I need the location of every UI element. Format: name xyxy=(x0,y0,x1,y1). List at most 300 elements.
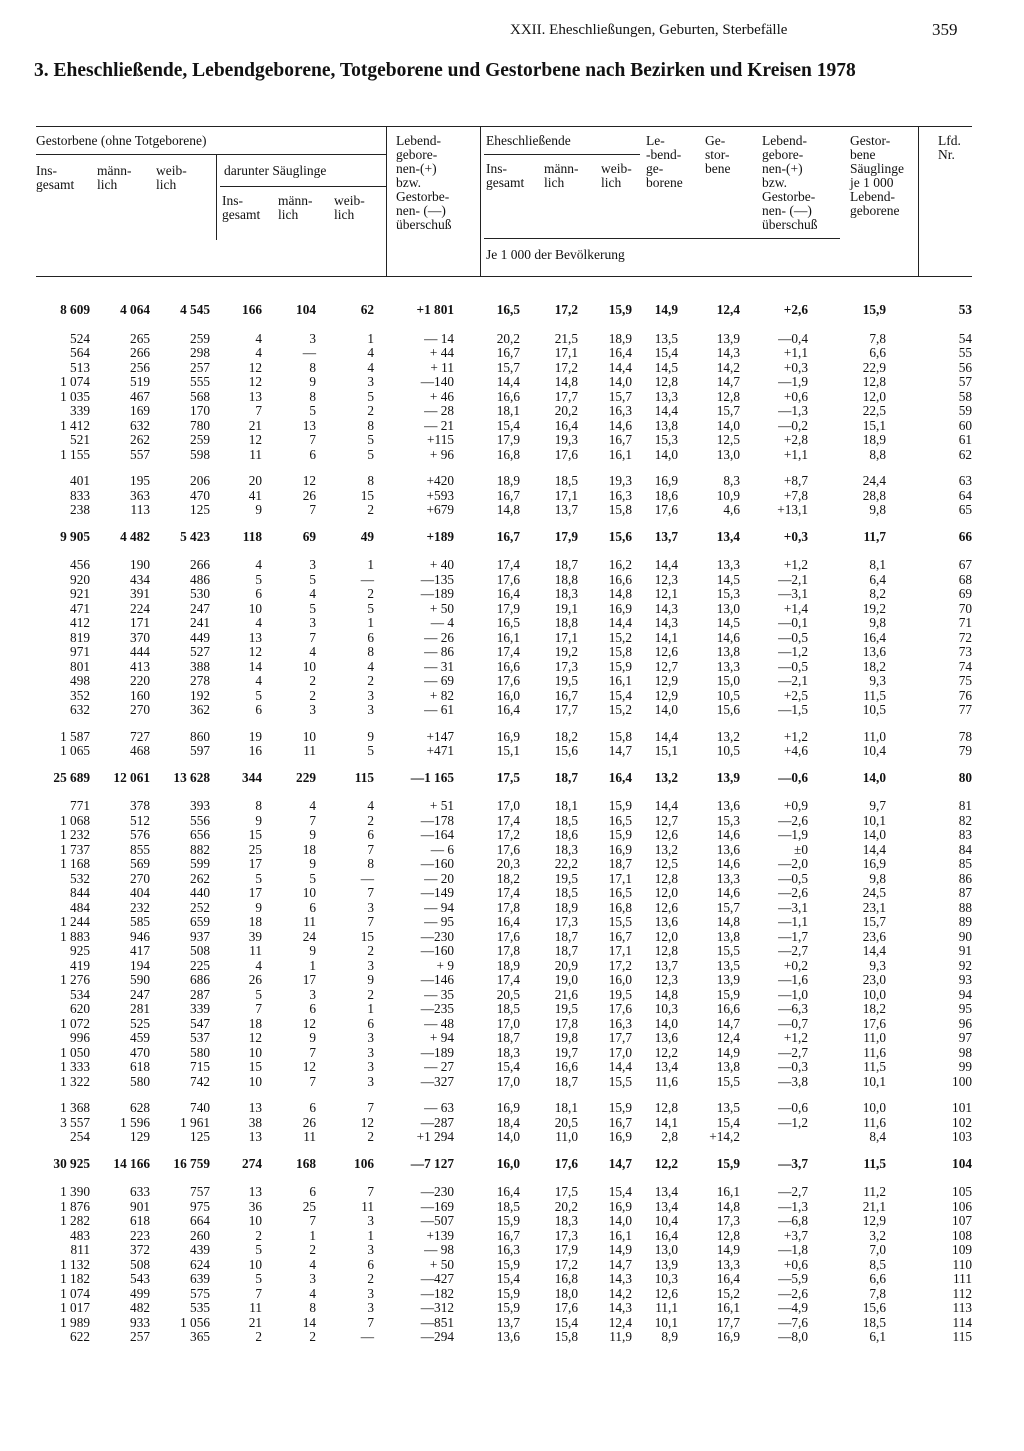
cell-gestorbene-rate: 16,4 xyxy=(716,1271,740,1286)
cell-lebendgeborene-rate: 13,7 xyxy=(654,957,678,973)
cell-insgesamt: 412 xyxy=(70,615,90,630)
cell-weiblich: 192 xyxy=(190,687,210,703)
cell-saeuglinge-rate: 9,8 xyxy=(869,615,886,630)
cell-ehe-maennlich: 21,5 xyxy=(554,330,578,346)
cell-ueberschuss: + 82 xyxy=(429,687,454,703)
cell-ueberschuss: —182 xyxy=(420,1285,454,1301)
cell-saeuglinge-rate: 23,0 xyxy=(862,972,886,987)
cell-saeuglinge-weiblich: 2 xyxy=(367,812,374,828)
cell-ueberschuss-rate: +1,2 xyxy=(783,728,808,744)
cell-ehe-insgesamt: 16,3 xyxy=(496,1242,520,1257)
cell-ehe-insgesamt: 15,9 xyxy=(496,1256,520,1272)
cell-weiblich: 257 xyxy=(190,359,210,375)
cell-saeuglinge-insgesamt: 13 xyxy=(248,629,262,645)
cell-saeuglinge-weiblich: 5 xyxy=(367,388,374,404)
cell-lebendgeborene-rate: 13,0 xyxy=(654,1242,678,1257)
cell-lfd-nr: 96 xyxy=(958,1015,972,1031)
cell-lebendgeborene-rate: 12,6 xyxy=(654,827,678,842)
cell-saeuglinge-insgesamt: 9 xyxy=(255,899,262,915)
cell-maennlich: 543 xyxy=(130,1271,150,1286)
cell-weiblich: 975 xyxy=(190,1198,210,1214)
cell-gestorbene-rate: 13,8 xyxy=(716,928,740,944)
cell-ehe-insgesamt: 20,2 xyxy=(496,330,520,346)
cell-ehe-weiblich: 16,4 xyxy=(608,345,632,360)
cell-saeuglinge-weiblich: 5 xyxy=(367,600,374,616)
cell-ueberschuss: —189 xyxy=(420,1044,454,1060)
cell-saeuglinge-insgesamt: 7 xyxy=(255,1285,262,1301)
cell-ueberschuss: — 95 xyxy=(424,914,454,929)
cell-ehe-weiblich: 18,9 xyxy=(608,330,632,346)
cell-weiblich: 393 xyxy=(190,798,210,813)
cell-weiblich: 664 xyxy=(190,1213,210,1228)
cell-weiblich: 225 xyxy=(190,957,210,973)
cell-saeuglinge-insgesamt: 12 xyxy=(248,432,262,447)
cell-ehe-insgesamt: 17,9 xyxy=(496,432,520,447)
cell-maennlich: 933 xyxy=(130,1314,150,1330)
cell-ehe-weiblich: 16,7 xyxy=(608,432,632,447)
cell-ehe-weiblich: 14,7 xyxy=(608,743,632,758)
cell-ehe-weiblich: 16,8 xyxy=(608,899,632,915)
cell-saeuglinge-maennlich: 18 xyxy=(302,841,316,857)
cell-saeuglinge-rate: 12,0 xyxy=(862,388,886,404)
cell-ehe-insgesamt: 17,6 xyxy=(496,673,520,688)
header-darunter-saeuglinge: darunter Säuglinge xyxy=(224,163,327,178)
header-lebendgeborene: Le- -bend- ge- borene xyxy=(646,133,683,190)
cell-ehe-weiblich: 14,6 xyxy=(608,417,632,433)
header-e-maennlich: männ- lich xyxy=(544,161,579,190)
cell-weiblich: 206 xyxy=(190,473,210,488)
cell-saeuglinge-maennlich: 24 xyxy=(302,928,316,944)
cell-ehe-insgesamt: 16,0 xyxy=(496,1155,520,1171)
cell-saeuglinge-rate: 10,1 xyxy=(862,812,886,828)
cell-ehe-maennlich: 13,7 xyxy=(554,502,578,517)
cell-saeuglinge-insgesamt: 20 xyxy=(248,473,262,488)
cell-ehe-maennlich: 15,4 xyxy=(554,1314,578,1330)
cell-ehe-insgesamt: 16,4 xyxy=(496,586,520,601)
cell-saeuglinge-weiblich: 1 xyxy=(367,1227,374,1243)
cell-saeuglinge-weiblich: 8 xyxy=(367,644,374,659)
cell-insgesamt: 401 xyxy=(70,473,90,488)
cell-saeuglinge-weiblich: 3 xyxy=(367,687,374,703)
cell-maennlich: 270 xyxy=(130,870,150,886)
cell-weiblich: 486 xyxy=(190,571,210,587)
cell-ueberschuss-rate: —0,5 xyxy=(778,870,808,886)
cell-gestorbene-rate: 15,3 xyxy=(716,586,740,601)
cell-lebendgeborene-rate: 15,3 xyxy=(654,432,678,447)
cell-insgesamt: 1 587 xyxy=(60,728,90,744)
cell-insgesamt: 1 989 xyxy=(60,1314,90,1330)
cell-saeuglinge-maennlich: 104 xyxy=(296,302,316,317)
cell-gestorbene-rate: 14,8 xyxy=(716,1198,740,1214)
cell-ehe-maennlich: 17,9 xyxy=(554,1242,578,1257)
cell-ehe-weiblich: 16,7 xyxy=(608,928,632,944)
cell-maennlich: 467 xyxy=(130,388,150,404)
cell-saeuglinge-rate: 23,1 xyxy=(862,899,886,915)
cell-maennlich: 628 xyxy=(130,1100,150,1115)
cell-saeuglinge-insgesamt: 39 xyxy=(248,928,262,944)
cell-ehe-maennlich: 18,7 xyxy=(554,557,578,572)
cell-lfd-nr: 92 xyxy=(958,957,972,973)
cell-ueberschuss-rate: +0,9 xyxy=(783,798,808,813)
cell-saeuglinge-insgesamt: 5 xyxy=(255,1271,262,1286)
cell-ueberschuss: + 50 xyxy=(429,1256,454,1272)
cell-lebendgeborene-rate: 13,4 xyxy=(654,1059,678,1074)
cell-saeuglinge-insgesamt: 9 xyxy=(255,502,262,517)
cell-saeuglinge-rate: 6,1 xyxy=(869,1329,886,1344)
cell-ueberschuss: — 69 xyxy=(424,673,454,688)
cell-saeuglinge-maennlich: 7 xyxy=(309,812,316,828)
cell-ueberschuss: +115 xyxy=(427,432,454,447)
cell-saeuglinge-insgesamt: 4 xyxy=(255,330,262,346)
cell-saeuglinge-rate: 8,1 xyxy=(869,557,886,572)
cell-gestorbene-rate: 10,9 xyxy=(716,487,740,503)
cell-saeuglinge-maennlich: 26 xyxy=(302,487,316,503)
cell-ehe-weiblich: 19,5 xyxy=(608,986,632,1002)
cell-maennlich: 618 xyxy=(130,1059,150,1074)
cell-saeuglinge-rate: 14,0 xyxy=(862,769,886,785)
cell-maennlich: 171 xyxy=(130,615,150,630)
cell-lebendgeborene-rate: 13,5 xyxy=(654,330,678,346)
cell-ehe-weiblich: 16,6 xyxy=(608,571,632,587)
cell-ehe-maennlich: 18,3 xyxy=(554,1213,578,1228)
cell-saeuglinge-weiblich: 2 xyxy=(367,943,374,958)
cell-saeuglinge-rate: 11,2 xyxy=(863,1184,886,1199)
cell-saeuglinge-weiblich: 2 xyxy=(367,1271,374,1286)
cell-ehe-insgesamt: 16,1 xyxy=(496,629,520,645)
cell-saeuglinge-weiblich: 62 xyxy=(360,302,374,317)
cell-ueberschuss-rate: +8,7 xyxy=(783,473,808,488)
cell-saeuglinge-maennlich: 7 xyxy=(309,1213,316,1228)
cell-ueberschuss: +593 xyxy=(426,487,454,503)
header-eheschliessende: Eheschließende xyxy=(486,133,571,148)
cell-ehe-insgesamt: 16,4 xyxy=(496,914,520,929)
cell-saeuglinge-weiblich: 6 xyxy=(367,827,374,842)
cell-lfd-nr: 103 xyxy=(952,1129,972,1144)
header-e-weiblich: weib- lich xyxy=(601,161,632,190)
cell-lfd-nr: 62 xyxy=(958,446,972,462)
cell-saeuglinge-maennlich: 9 xyxy=(309,856,316,871)
cell-saeuglinge-rate: 12,8 xyxy=(862,374,886,389)
cell-ueberschuss-rate: —6,3 xyxy=(778,1001,808,1016)
cell-saeuglinge-maennlich: 4 xyxy=(309,798,316,813)
cell-saeuglinge-weiblich: 2 xyxy=(367,586,374,601)
cell-gestorbene-rate: 14,8 xyxy=(716,914,740,929)
lfd-column-divider xyxy=(918,126,919,276)
cell-lebendgeborene-rate: 18,6 xyxy=(654,487,678,503)
cell-ehe-maennlich: 19,2 xyxy=(554,644,578,659)
cell-ehe-weiblich: 15,4 xyxy=(608,1184,632,1199)
header-s-weiblich: weib- lich xyxy=(334,193,365,222)
cell-saeuglinge-maennlich: 8 xyxy=(309,388,316,404)
cell-maennlich: 262 xyxy=(130,432,150,447)
cell-ueberschuss-rate: —3,1 xyxy=(778,899,808,915)
cell-insgesamt: 1 737 xyxy=(60,841,90,857)
cell-lebendgeborene-rate: 12,3 xyxy=(654,571,678,587)
cell-ueberschuss: — 4 xyxy=(430,615,454,630)
cell-weiblich: 362 xyxy=(190,702,210,717)
cell-maennlich: 113 xyxy=(130,502,150,517)
cell-saeuglinge-maennlich: 11 xyxy=(303,743,316,758)
cell-weiblich: 125 xyxy=(190,502,210,517)
cell-insgesamt: 920 xyxy=(70,571,90,587)
cell-lebendgeborene-rate: 11,6 xyxy=(655,1073,678,1089)
cell-saeuglinge-weiblich: 15 xyxy=(360,487,374,503)
cell-gestorbene-rate: 16,1 xyxy=(716,1184,740,1199)
cell-ehe-maennlich: 20,9 xyxy=(554,957,578,973)
cell-saeuglinge-rate: 7,8 xyxy=(869,1285,886,1301)
cell-ehe-maennlich: 18,7 xyxy=(554,928,578,944)
cell-weiblich: 259 xyxy=(190,330,210,346)
cell-weiblich: 568 xyxy=(190,388,210,404)
cell-maennlich: 482 xyxy=(130,1300,150,1315)
cell-ueberschuss: — 61 xyxy=(424,702,454,717)
cell-insgesamt: 771 xyxy=(70,798,90,813)
cell-gestorbene-rate: 14,6 xyxy=(716,885,740,900)
cell-lebendgeborene-rate: 14,0 xyxy=(654,446,678,462)
cell-saeuglinge-weiblich: 11 xyxy=(361,1198,374,1214)
cell-saeuglinge-maennlich: 4 xyxy=(309,586,316,601)
cell-lfd-nr: 95 xyxy=(958,1001,972,1016)
cell-saeuglinge-insgesamt: 18 xyxy=(248,1015,262,1031)
cell-ehe-insgesamt: 17,6 xyxy=(496,571,520,587)
cell-ehe-insgesamt: 14,8 xyxy=(496,502,520,517)
cell-gestorbene-rate: 13,3 xyxy=(716,557,740,572)
cell-insgesamt: 483 xyxy=(70,1227,90,1243)
cell-ueberschuss: —7 127 xyxy=(410,1155,454,1171)
cell-maennlich: 190 xyxy=(130,557,150,572)
cell-maennlich: 459 xyxy=(130,1030,150,1045)
cell-ueberschuss-rate: +4,6 xyxy=(783,743,808,758)
cell-ehe-insgesamt: 16,8 xyxy=(496,446,520,462)
cell-ueberschuss-rate: —1,9 xyxy=(778,827,808,842)
cell-gestorbene-rate: 12,5 xyxy=(716,432,740,447)
cell-maennlich: 1 596 xyxy=(120,1114,150,1130)
cell-saeuglinge-insgesamt: 2 xyxy=(255,1227,262,1243)
cell-ueberschuss-rate: +0,2 xyxy=(783,957,808,973)
cell-ueberschuss: +1 801 xyxy=(416,302,454,317)
cell-ehe-insgesamt: 16,5 xyxy=(496,615,520,630)
cell-lebendgeborene-rate: 15,1 xyxy=(654,743,678,758)
cell-ehe-maennlich: 16,8 xyxy=(554,1271,578,1286)
cell-ehe-weiblich: 14,3 xyxy=(608,1271,632,1286)
cell-saeuglinge-insgesamt: 2 xyxy=(255,1329,262,1344)
cell-saeuglinge-rate: 16,4 xyxy=(862,629,886,645)
cell-ueberschuss-rate: —2,7 xyxy=(778,943,808,958)
cell-lebendgeborene-rate: 2,8 xyxy=(661,1129,678,1144)
cell-saeuglinge-weiblich: 8 xyxy=(367,417,374,433)
cell-saeuglinge-maennlich: 12 xyxy=(302,1059,316,1074)
cell-maennlich: 4 064 xyxy=(120,302,150,317)
cell-gestorbene-rate: 15,6 xyxy=(716,702,740,717)
cell-saeuglinge-weiblich: 8 xyxy=(367,473,374,488)
cell-ueberschuss-rate: +3,7 xyxy=(783,1227,808,1243)
cell-saeuglinge-maennlich: 3 xyxy=(309,986,316,1002)
cell-lebendgeborene-rate: 10,3 xyxy=(654,1001,678,1016)
cell-ehe-weiblich: 16,0 xyxy=(608,972,632,987)
cell-ueberschuss-rate: —8,0 xyxy=(778,1329,808,1344)
cell-saeuglinge-insgesamt: 12 xyxy=(248,359,262,375)
cell-weiblich: 575 xyxy=(190,1285,210,1301)
cell-lfd-nr: 56 xyxy=(958,359,972,375)
cell-saeuglinge-insgesamt: 7 xyxy=(255,403,262,418)
cell-weiblich: 5 423 xyxy=(180,528,210,544)
cell-insgesamt: 1 035 xyxy=(60,388,90,404)
cell-saeuglinge-maennlich: 5 xyxy=(309,870,316,886)
cell-ueberschuss: +420 xyxy=(426,473,454,488)
cell-saeuglinge-weiblich: 15 xyxy=(360,928,374,944)
cell-ehe-maennlich: 19,7 xyxy=(554,1044,578,1060)
cell-ehe-weiblich: 17,1 xyxy=(608,943,632,958)
cell-saeuglinge-weiblich: — xyxy=(360,1329,374,1344)
cell-insgesamt: 1 074 xyxy=(60,1285,90,1301)
cell-ehe-weiblich: 11,9 xyxy=(609,1329,632,1344)
cell-saeuglinge-insgesamt: 4 xyxy=(255,615,262,630)
cell-saeuglinge-weiblich: — xyxy=(360,571,374,587)
cell-lebendgeborene-rate: 13,4 xyxy=(654,1184,678,1199)
cell-saeuglinge-maennlich: 6 xyxy=(309,1001,316,1016)
cell-lebendgeborene-rate: 12,5 xyxy=(654,856,678,871)
cell-ueberschuss-rate: —0,7 xyxy=(778,1015,808,1031)
cell-saeuglinge-maennlich: 5 xyxy=(309,571,316,587)
cell-ehe-maennlich: 19,5 xyxy=(554,1001,578,1016)
cell-maennlich: 590 xyxy=(130,972,150,987)
cell-weiblich: 13 628 xyxy=(173,769,210,785)
cell-ehe-weiblich: 15,9 xyxy=(608,1100,632,1115)
cell-saeuglinge-rate: 15,6 xyxy=(862,1300,886,1315)
header-je-1000: Je 1 000 der Bevölkerung xyxy=(486,247,625,262)
cell-saeuglinge-rate: 22,5 xyxy=(862,403,886,418)
cell-ehe-insgesamt: 16,7 xyxy=(496,487,520,503)
cell-ueberschuss: — 20 xyxy=(424,870,454,886)
cell-maennlich: 220 xyxy=(130,673,150,688)
cell-ueberschuss: —287 xyxy=(420,1114,454,1130)
cell-gestorbene-rate: 14,9 xyxy=(716,1242,740,1257)
cell-ueberschuss: + 40 xyxy=(429,557,454,572)
cell-gestorbene-rate: 15,2 xyxy=(716,1285,740,1301)
cell-saeuglinge-insgesamt: 274 xyxy=(242,1155,262,1171)
cell-gestorbene-rate: 13,9 xyxy=(716,769,740,785)
cell-ehe-maennlich: 20,2 xyxy=(554,403,578,418)
cell-weiblich: 656 xyxy=(190,827,210,842)
cell-ehe-insgesamt: 17,6 xyxy=(496,841,520,857)
cell-ehe-insgesamt: 18,2 xyxy=(496,870,520,886)
ueberschuss-column-divider xyxy=(386,126,387,276)
cell-saeuglinge-maennlich: 4 xyxy=(309,1285,316,1301)
cell-saeuglinge-insgesamt: 13 xyxy=(248,1129,262,1144)
cell-weiblich: 298 xyxy=(190,345,210,360)
cell-weiblich: 440 xyxy=(190,885,210,900)
cell-ehe-maennlich: 17,3 xyxy=(554,914,578,929)
cell-lfd-nr: 94 xyxy=(958,986,972,1002)
cell-maennlich: 855 xyxy=(130,841,150,857)
running-header: XXII. Eheschließungen, Geburten, Sterbefälle xyxy=(510,22,788,38)
cell-maennlich: 901 xyxy=(130,1198,150,1214)
cell-saeuglinge-weiblich: 3 xyxy=(367,899,374,915)
cell-saeuglinge-weiblich: 4 xyxy=(367,345,374,360)
cell-saeuglinge-insgesamt: 8 xyxy=(255,798,262,813)
cell-gestorbene-rate: 14,9 xyxy=(716,1044,740,1060)
cell-insgesamt: 819 xyxy=(70,629,90,645)
cell-ueberschuss: + 50 xyxy=(429,600,454,616)
cell-maennlich: 470 xyxy=(130,1044,150,1060)
cell-saeuglinge-rate: 11,0 xyxy=(863,728,886,744)
cell-saeuglinge-maennlich: 7 xyxy=(309,1044,316,1060)
cell-ueberschuss: — 6 xyxy=(430,841,454,857)
cell-lfd-nr: 57 xyxy=(958,374,972,389)
cell-saeuglinge-rate: 15,7 xyxy=(862,914,886,929)
cell-weiblich: 624 xyxy=(190,1256,210,1272)
cell-saeuglinge-maennlich: 6 xyxy=(309,1184,316,1199)
cell-maennlich: 946 xyxy=(130,928,150,944)
cell-saeuglinge-rate: 6,6 xyxy=(869,345,886,360)
cell-gestorbene-rate: 15,9 xyxy=(716,986,740,1002)
cell-ehe-weiblich: 15,4 xyxy=(608,687,632,703)
cell-ehe-weiblich: 16,9 xyxy=(608,1198,632,1214)
cell-gestorbene-rate: 12,8 xyxy=(716,1227,740,1243)
cell-ehe-weiblich: 17,0 xyxy=(608,1044,632,1060)
cell-ueberschuss: —169 xyxy=(420,1198,454,1214)
cell-lfd-nr: 91 xyxy=(958,943,972,958)
cell-insgesamt: 1 155 xyxy=(60,446,90,462)
cell-insgesamt: 521 xyxy=(70,432,90,447)
cell-lebendgeborene-rate: 12,1 xyxy=(654,586,678,601)
cell-maennlich: 257 xyxy=(130,1329,150,1344)
cell-maennlich: 499 xyxy=(130,1285,150,1301)
cell-weiblich: 599 xyxy=(190,856,210,871)
cell-ueberschuss-rate: —3,1 xyxy=(778,586,808,601)
cell-gestorbene-rate: 13,4 xyxy=(716,528,740,544)
cell-ehe-insgesamt: 17,4 xyxy=(496,885,520,900)
cell-lebendgeborene-rate: 17,6 xyxy=(654,502,678,517)
cell-ueberschuss: —164 xyxy=(420,827,454,842)
cell-saeuglinge-maennlich: 12 xyxy=(302,1015,316,1031)
cell-ehe-maennlich: 20,2 xyxy=(554,1198,578,1214)
table-title: 3. Eheschließende, Lebendgeborene, Totgeborene und Gestorbene nach Bezirken und Kreisen 1978 xyxy=(34,60,856,81)
cell-ueberschuss-rate: —1,7 xyxy=(778,928,808,944)
cell-ueberschuss-rate: —0,6 xyxy=(778,769,808,785)
cell-saeuglinge-insgesamt: 11 xyxy=(249,943,262,958)
cell-maennlich: 281 xyxy=(130,1001,150,1016)
cell-saeuglinge-weiblich: 9 xyxy=(367,728,374,744)
cell-weiblich: 547 xyxy=(190,1015,210,1031)
cell-lfd-nr: 65 xyxy=(958,502,972,517)
cell-lebendgeborene-rate: 14,0 xyxy=(654,1015,678,1031)
cell-ehe-insgesamt: 16,9 xyxy=(496,728,520,744)
cell-lfd-nr: 75 xyxy=(958,673,972,688)
cell-saeuglinge-rate: 9,3 xyxy=(869,957,886,973)
cell-ueberschuss-rate: —2,6 xyxy=(778,812,808,828)
cell-insgesamt: 30 925 xyxy=(53,1155,90,1171)
cell-lebendgeborene-rate: 13,4 xyxy=(654,1198,678,1214)
header-insgesamt: Ins- gesamt xyxy=(36,163,75,192)
cell-weiblich: 530 xyxy=(190,586,210,601)
cell-saeuglinge-weiblich: 5 xyxy=(367,743,374,758)
cell-saeuglinge-rate: 11,5 xyxy=(863,1059,886,1074)
cell-ehe-weiblich: 15,9 xyxy=(608,798,632,813)
cell-saeuglinge-rate: 6,6 xyxy=(869,1271,886,1286)
cell-saeuglinge-weiblich: 2 xyxy=(367,673,374,688)
cell-ueberschuss-rate: +0,6 xyxy=(783,388,808,404)
je1000-rule xyxy=(484,238,840,239)
cell-ehe-weiblich: 16,4 xyxy=(608,769,632,785)
cell-ueberschuss: + 44 xyxy=(429,345,454,360)
cell-ueberschuss-rate: —7,6 xyxy=(778,1314,808,1330)
cell-ehe-insgesamt: 16,6 xyxy=(496,658,520,674)
cell-saeuglinge-insgesamt: 21 xyxy=(248,417,262,433)
cell-saeuglinge-maennlich: 3 xyxy=(309,702,316,717)
cell-insgesamt: 8 609 xyxy=(60,302,90,317)
cell-ueberschuss-rate: —0,3 xyxy=(778,1059,808,1074)
